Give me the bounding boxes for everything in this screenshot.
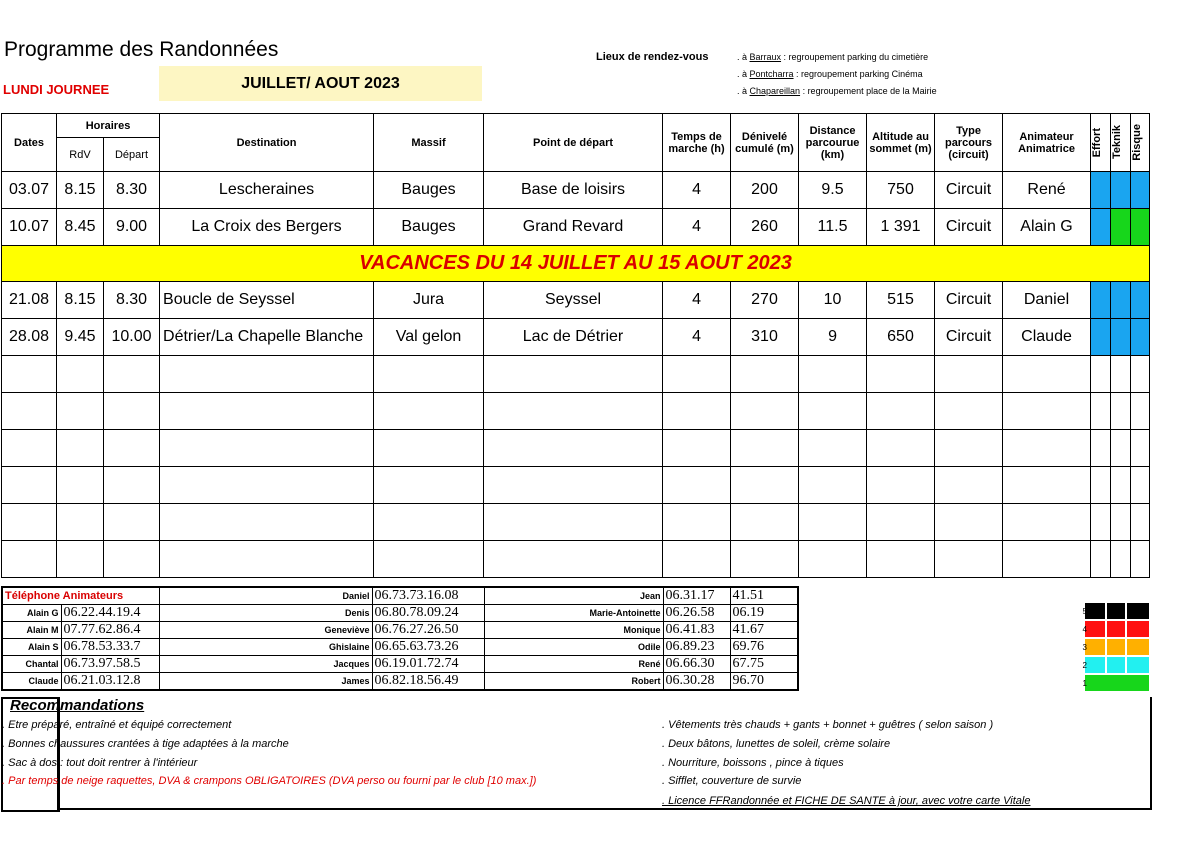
col-denivele: Dénivelé cumulé (m) [731, 114, 799, 172]
cell-rdv [57, 430, 104, 467]
cell-temps: 4 [663, 209, 731, 246]
cell-depart: 9.00 [104, 209, 160, 246]
cell-temps: 4 [663, 282, 731, 319]
rating-cell [1131, 282, 1150, 319]
cell-type [935, 504, 1003, 541]
cell-altitude [867, 430, 935, 467]
phone-number: 06.73.73.16.08 [372, 587, 484, 605]
cell-distance [799, 467, 867, 504]
rating-cell [1111, 541, 1131, 578]
cell-depart [104, 393, 160, 430]
cell-massif [374, 467, 484, 504]
cell-animateur [1003, 356, 1091, 393]
cell-depart [104, 356, 160, 393]
lieux-title: Lieux de rendez-vous [596, 51, 709, 63]
phone-number-end: 06.19 [730, 605, 798, 622]
table-row [2, 467, 1150, 504]
phone-number: 06.76.27.26.50 [372, 622, 484, 639]
rating-cell [1091, 319, 1111, 356]
cell-rdv [57, 356, 104, 393]
recommandations-left-frame [1, 697, 60, 812]
phone-number-end: 67.75 [730, 656, 798, 673]
cell-temps [663, 356, 731, 393]
phone-name: Monique [484, 622, 663, 639]
lieu-item [737, 86, 937, 96]
phone-row [2, 622, 798, 639]
cell-denivele: 200 [731, 172, 799, 209]
table-row [2, 393, 1150, 430]
col-horaires: Horaires [57, 114, 160, 138]
cell-type: Circuit [935, 172, 1003, 209]
lieu-prefix: . à [737, 52, 750, 62]
phone-number-end: 41.67 [730, 622, 798, 639]
phone-name: Daniel [159, 587, 372, 605]
col-point-depart: Point de départ [484, 114, 663, 172]
phone-number: 06.89.23 [663, 639, 730, 656]
phone-number: 06.30.28 [663, 673, 730, 691]
cell-rdv [57, 504, 104, 541]
cell-type [935, 430, 1003, 467]
cell-depart [104, 504, 160, 541]
phone-name: Geneviève [159, 622, 372, 639]
cell-destination [160, 393, 374, 430]
rating-cell [1131, 467, 1150, 504]
cell-rdv: 8.45 [57, 209, 104, 246]
phone-row [2, 639, 798, 656]
phone-table-body [2, 587, 798, 690]
legend-level-bar [1082, 657, 1149, 673]
rating-cell [1131, 172, 1150, 209]
cell-temps: 4 [663, 172, 731, 209]
col-effort [1091, 114, 1111, 172]
recommandation-item: . Bonnes chaussures crantées à tige adaptées à la marche [2, 738, 289, 750]
cell-point: Base de loisirs [484, 172, 663, 209]
cell-date [2, 430, 57, 467]
cell-rdv [57, 541, 104, 578]
cell-temps [663, 430, 731, 467]
lieu-prefix: . à [737, 69, 750, 79]
cell-temps [663, 504, 731, 541]
phone-name: Chantal [2, 656, 61, 673]
col-massif: Massif [374, 114, 484, 172]
legend-level-number: 2 [1082, 661, 1087, 670]
cell-type: Circuit [935, 209, 1003, 246]
cell-date: 21.08 [2, 282, 57, 319]
table-row [2, 356, 1150, 393]
cell-destination [160, 467, 374, 504]
legend-level-number: 4 [1082, 625, 1087, 634]
cell-type [935, 541, 1003, 578]
cell-point: Grand Revard [484, 209, 663, 246]
rating-cell [1091, 504, 1111, 541]
cell-rdv [57, 393, 104, 430]
rating-cell [1131, 319, 1150, 356]
table-row [2, 541, 1150, 578]
rating-cell [1091, 209, 1111, 246]
teknik-label: Teknik [1111, 125, 1124, 160]
cell-depart: 8.30 [104, 282, 160, 319]
cell-denivele [731, 541, 799, 578]
recommandation-item: . Licence FFRandonnée et FICHE DE SANTE à jour, avec votre carte Vitale [662, 795, 1031, 807]
cell-massif [374, 356, 484, 393]
table-row [2, 172, 1150, 209]
phone-number: 06.73.97.58.5 [61, 656, 159, 673]
col-animateur: Animateur Animatrice [1003, 114, 1091, 172]
rating-cell [1111, 430, 1131, 467]
phone-number: 07.77.62.86.4 [61, 622, 159, 639]
cell-altitude [867, 393, 935, 430]
cell-temps [663, 541, 731, 578]
cell-distance [799, 430, 867, 467]
lieu-place: Chapareillan [749, 86, 801, 96]
rating-cell [1111, 319, 1131, 356]
cell-date [2, 356, 57, 393]
phone-name: Ghislaine [159, 639, 372, 656]
phone-row [2, 605, 798, 622]
table-row [2, 209, 1150, 246]
cell-distance: 11.5 [799, 209, 867, 246]
cell-animateur [1003, 393, 1091, 430]
phone-number: 06.21.03.12.8 [61, 673, 159, 691]
cell-denivele: 260 [731, 209, 799, 246]
col-altitude: Altitude au sommet (m) [867, 114, 935, 172]
cell-massif [374, 393, 484, 430]
cell-destination [160, 430, 374, 467]
rating-cell [1111, 467, 1131, 504]
cell-massif: Bauges [374, 209, 484, 246]
cell-depart [104, 541, 160, 578]
cell-altitude [867, 356, 935, 393]
phone-number: 06.65.63.73.26 [372, 639, 484, 656]
cell-distance [799, 393, 867, 430]
cell-animateur: Alain G [1003, 209, 1091, 246]
cell-rdv: 8.15 [57, 282, 104, 319]
cell-animateur [1003, 467, 1091, 504]
cell-date [2, 467, 57, 504]
table-row [2, 504, 1150, 541]
cell-massif [374, 504, 484, 541]
cell-massif: Bauges [374, 172, 484, 209]
rating-cell [1131, 356, 1150, 393]
cell-distance [799, 541, 867, 578]
phone-table [1, 586, 799, 691]
cell-type: Circuit [935, 319, 1003, 356]
rating-cell [1131, 209, 1150, 246]
cell-point [484, 393, 663, 430]
lieu-place: Barraux [749, 52, 782, 62]
rating-cell [1091, 356, 1111, 393]
cell-rdv: 9.45 [57, 319, 104, 356]
rating-cell [1091, 430, 1111, 467]
cell-date: 10.07 [2, 209, 57, 246]
cell-point: Seyssel [484, 282, 663, 319]
cell-altitude: 515 [867, 282, 935, 319]
col-destination: Destination [160, 114, 374, 172]
cell-distance: 9.5 [799, 172, 867, 209]
cell-distance: 10 [799, 282, 867, 319]
cell-denivele [731, 356, 799, 393]
cell-denivele: 270 [731, 282, 799, 319]
cell-denivele [731, 467, 799, 504]
cell-destination [160, 504, 374, 541]
phone-number-end: 41.51 [730, 587, 798, 605]
cell-point [484, 430, 663, 467]
phone-title: Téléphone Animateurs [2, 587, 159, 605]
phone-number: 06.80.78.09.24 [372, 605, 484, 622]
phone-number: 06.82.18.56.49 [372, 673, 484, 691]
phone-name: Claude [2, 673, 61, 691]
cell-altitude [867, 541, 935, 578]
cell-type [935, 467, 1003, 504]
recommandation-item: . Par temps de neige raquettes, DVA & crampons OBLIGATOIRES (DVA perso ou fourni par le club [10 max.]) [2, 775, 537, 787]
phone-number: 06.22.44.19.4 [61, 605, 159, 622]
phone-row [2, 673, 798, 691]
rating-cell [1131, 541, 1150, 578]
phone-number-end: 69.76 [730, 639, 798, 656]
lieu-text: : regroupement parking Cinéma [793, 69, 923, 79]
cell-date: 28.08 [2, 319, 57, 356]
cell-altitude [867, 467, 935, 504]
cell-denivele [731, 504, 799, 541]
schedule-body [2, 172, 1150, 578]
col-risque [1131, 114, 1150, 172]
cell-destination: La Croix des Bergers [160, 209, 374, 246]
rating-cell [1131, 430, 1150, 467]
col-depart: Départ [104, 138, 160, 172]
col-teknik [1111, 114, 1131, 172]
phone-name: Marie-Antoinette [484, 605, 663, 622]
phone-name: James [159, 673, 372, 691]
lieu-item [737, 52, 928, 62]
legend-level-bar [1082, 675, 1149, 691]
cell-point: Lac de Détrier [484, 319, 663, 356]
month-banner: JUILLET/ AOUT 2023 [159, 66, 482, 101]
rating-cell [1091, 467, 1111, 504]
recommandations-title: Recommandations [10, 697, 145, 714]
phone-number: 06.26.58 [663, 605, 730, 622]
phone-name: Jacques [159, 656, 372, 673]
phone-name: Alain M [2, 622, 61, 639]
cell-type [935, 356, 1003, 393]
cell-destination: Boucle de Seyssel [160, 282, 374, 319]
cell-depart: 8.30 [104, 172, 160, 209]
cell-rdv [57, 467, 104, 504]
risque-label: Risque [1131, 124, 1144, 161]
cell-date [2, 541, 57, 578]
legend-divider [1105, 603, 1107, 673]
cell-point [484, 541, 663, 578]
recommandations-frame [57, 697, 1152, 810]
cell-date: 03.07 [2, 172, 57, 209]
phone-name: Odile [484, 639, 663, 656]
cell-massif [374, 541, 484, 578]
vacances-banner: VACANCES DU 14 JUILLET AU 15 AOUT 2023 [2, 246, 1150, 282]
phone-row [2, 656, 798, 673]
cell-altitude [867, 504, 935, 541]
col-dates: Dates [2, 114, 57, 172]
legend-level-bar [1082, 639, 1149, 655]
cell-massif: Val gelon [374, 319, 484, 356]
phone-name: Jean [484, 587, 663, 605]
cell-altitude: 650 [867, 319, 935, 356]
recommandation-item: . Sac à dos : tout doit rentrer à l'intérieur [2, 757, 198, 769]
rating-cell [1131, 504, 1150, 541]
rating-cell [1131, 393, 1150, 430]
legend-level-bar [1082, 603, 1149, 619]
rating-cell [1111, 282, 1131, 319]
phone-number: 06.41.83 [663, 622, 730, 639]
phone-name: Robert [484, 673, 663, 691]
legend-divider [1125, 603, 1127, 673]
cell-depart [104, 467, 160, 504]
cell-date [2, 504, 57, 541]
rating-cell [1091, 541, 1111, 578]
phone-number-end: 96.70 [730, 673, 798, 691]
lieu-text: : regroupement parking du cimetière [781, 52, 929, 62]
phone-name: René [484, 656, 663, 673]
cell-animateur [1003, 430, 1091, 467]
cell-point [484, 356, 663, 393]
cell-temps [663, 393, 731, 430]
phone-name: Alain S [2, 639, 61, 656]
col-temps: Temps de marche (h) [663, 114, 731, 172]
recommandation-item: . Deux bâtons, lunettes de soleil, crème solaire [662, 738, 891, 750]
phone-number: 06.31.17 [663, 587, 730, 605]
page-title: Programme des Randonnées [4, 38, 279, 61]
legend-level-bar [1082, 621, 1149, 637]
rating-cell [1111, 393, 1131, 430]
cell-type: Circuit [935, 282, 1003, 319]
table-row [2, 319, 1150, 356]
cell-type [935, 393, 1003, 430]
legend-level-number: 5 [1082, 607, 1087, 616]
cell-massif: Jura [374, 282, 484, 319]
rating-cell [1091, 172, 1111, 209]
legend-level-number: 3 [1082, 643, 1087, 652]
rating-cell [1111, 209, 1131, 246]
col-type: Type parcours (circuit) [935, 114, 1003, 172]
recommandation-item: . Sifflet, couverture de survie [662, 775, 802, 787]
cell-date [2, 393, 57, 430]
cell-altitude: 1 391 [867, 209, 935, 246]
rating-cell [1091, 393, 1111, 430]
hike-schedule-table [1, 113, 1150, 578]
rating-cell [1111, 356, 1131, 393]
lieu-prefix: . à [737, 86, 750, 96]
lieu-place: Pontcharra [749, 69, 794, 79]
lieu-item [737, 69, 923, 79]
phone-number: 06.78.53.33.7 [61, 639, 159, 656]
cell-point [484, 467, 663, 504]
cell-animateur [1003, 504, 1091, 541]
cell-destination [160, 541, 374, 578]
cell-destination [160, 356, 374, 393]
cell-denivele [731, 430, 799, 467]
cell-destination: Détrier/La Chapelle Blanche [160, 319, 374, 356]
cell-depart: 10.00 [104, 319, 160, 356]
cell-altitude: 750 [867, 172, 935, 209]
recommandation-item: . Etre préparé, entraîné et équipé correctement [2, 719, 232, 731]
col-distance: Distance parcourue (km) [799, 114, 867, 172]
cell-animateur: René [1003, 172, 1091, 209]
cell-distance: 9 [799, 319, 867, 356]
cell-animateur: Daniel [1003, 282, 1091, 319]
phone-name: Denis [159, 605, 372, 622]
cell-destination: Lescheraines [160, 172, 374, 209]
cell-rdv: 8.15 [57, 172, 104, 209]
rating-cell [1111, 504, 1131, 541]
phone-row [2, 587, 798, 605]
cell-animateur: Claude [1003, 319, 1091, 356]
phone-name: Alain G [2, 605, 61, 622]
cell-distance [799, 356, 867, 393]
recommandation-item: . Nourriture, boissons , pince à tiques [662, 757, 844, 769]
program-subtitle: LUNDI JOURNEE [3, 82, 110, 97]
cell-depart [104, 430, 160, 467]
table-row [2, 430, 1150, 467]
cell-animateur [1003, 541, 1091, 578]
cell-temps [663, 467, 731, 504]
legend-level-number: 1 [1082, 679, 1087, 688]
cell-distance [799, 504, 867, 541]
cell-temps: 4 [663, 319, 731, 356]
cell-denivele [731, 393, 799, 430]
vacances-row [2, 246, 1150, 282]
lieu-text: : regroupement place de la Mairie [800, 86, 937, 96]
phone-number: 06.19.01.72.74 [372, 656, 484, 673]
table-row [2, 282, 1150, 319]
effort-label: Effort [1091, 127, 1104, 158]
recommandation-item: . Vêtements très chauds + gants + bonnet + guêtres ( selon saison ) [662, 719, 994, 731]
rating-cell [1111, 172, 1131, 209]
rating-cell [1091, 282, 1111, 319]
cell-massif [374, 430, 484, 467]
cell-denivele: 310 [731, 319, 799, 356]
cell-point [484, 504, 663, 541]
phone-number: 06.66.30 [663, 656, 730, 673]
col-rdv: RdV [57, 138, 104, 172]
